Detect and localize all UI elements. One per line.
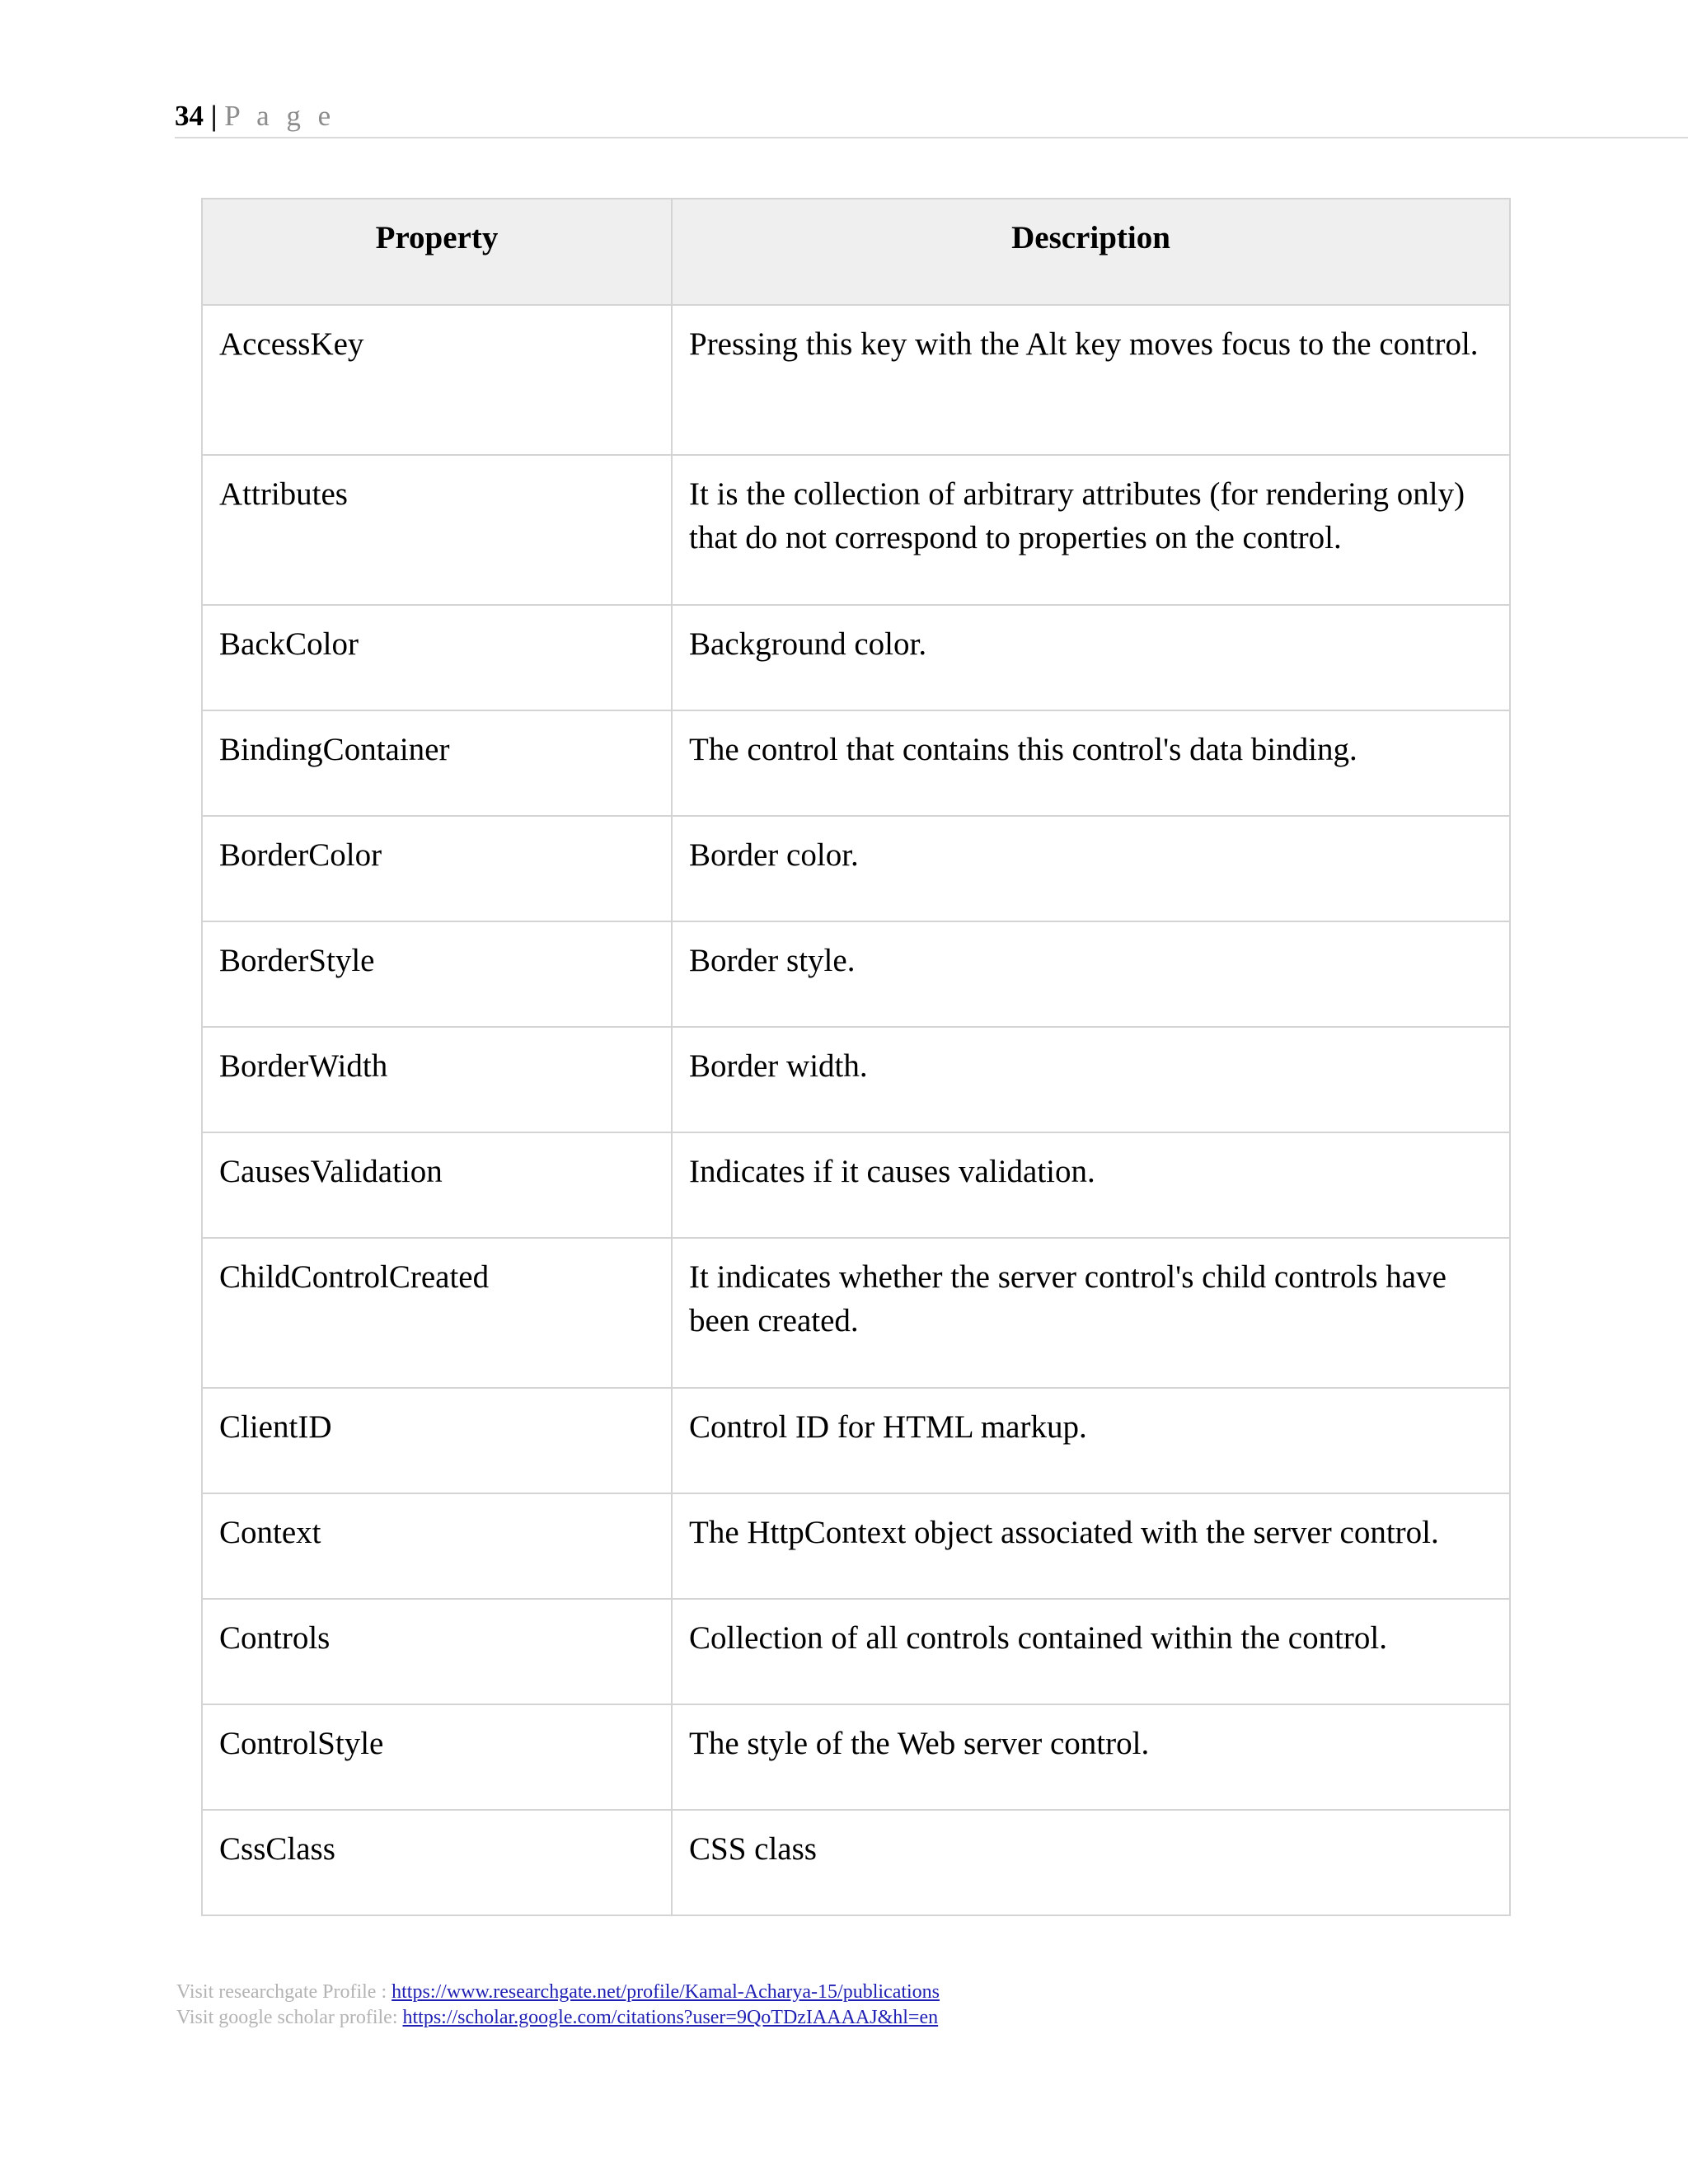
table-row <box>202 305 1510 455</box>
property-cell: BorderWidth <box>202 1027 672 1132</box>
table-row <box>202 1704 1510 1810</box>
table-row <box>202 1810 1510 1915</box>
property-cell: CausesValidation <box>202 1132 672 1238</box>
property-cell: Context <box>202 1493 672 1599</box>
property-cell: BindingContainer <box>202 710 672 816</box>
table-row <box>202 710 1510 816</box>
property-cell: ControlStyle <box>202 1704 672 1810</box>
description-cell: Border style. <box>672 921 1510 1027</box>
researchgate-link[interactable]: https://www.researchgate.net/profile/Kamal-Acharya-15/publications <box>392 1981 940 2003</box>
page-separator: | <box>210 100 218 132</box>
scholar-label: Visit google scholar profile: <box>176 2007 403 2028</box>
description-cell: It indicates whether the server control's child controls have been created. <box>672 1238 1510 1388</box>
table-row <box>202 816 1510 921</box>
description-cell: Collection of all controls contained within the control. <box>672 1599 1510 1704</box>
researchgate-line <box>176 1980 940 2005</box>
description-cell: Indicates if it causes validation. <box>672 1132 1510 1238</box>
property-cell: Controls <box>202 1599 672 1704</box>
description-cell: Background color. <box>672 605 1510 710</box>
description-cell: It is the collection of arbitrary attributes (for rendering only) that do not correspond to properties on the control. <box>672 455 1510 605</box>
researchgate-label: Visit researchgate Profile : <box>176 1981 392 2003</box>
property-cell: BackColor <box>202 605 672 710</box>
scholar-line <box>176 2005 940 2031</box>
description-cell: Control ID for HTML markup. <box>672 1388 1510 1493</box>
page-word: P a g e <box>224 100 336 132</box>
page-header <box>175 97 1688 138</box>
property-cell: BorderStyle <box>202 921 672 1027</box>
table-row <box>202 1238 1510 1388</box>
description-cell: The control that contains this control's data binding. <box>672 710 1510 816</box>
description-cell: The style of the Web server control. <box>672 1704 1510 1810</box>
page-number: 34 <box>175 100 204 132</box>
description-cell: Border width. <box>672 1027 1510 1132</box>
page-footer <box>176 1980 940 2031</box>
properties-table <box>201 198 1511 1916</box>
column-header-description: Description <box>672 199 1510 305</box>
property-cell: Attributes <box>202 455 672 605</box>
property-cell: ChildControlCreated <box>202 1238 672 1388</box>
table-row <box>202 1388 1510 1493</box>
property-cell: AccessKey <box>202 305 672 455</box>
table-row <box>202 1493 1510 1599</box>
description-cell: The HttpContext object associated with the server control. <box>672 1493 1510 1599</box>
property-cell: ClientID <box>202 1388 672 1493</box>
description-cell: CSS class <box>672 1810 1510 1915</box>
table-row <box>202 455 1510 605</box>
property-cell: BorderColor <box>202 816 672 921</box>
description-cell: Pressing this key with the Alt key moves focus to the control. <box>672 305 1510 455</box>
scholar-link[interactable]: https://scholar.google.com/citations?user=9QoTDzIAAAAJ&hl=en <box>402 2007 939 2028</box>
table-row <box>202 1132 1510 1238</box>
table-row <box>202 1599 1510 1704</box>
description-cell: Border color. <box>672 816 1510 921</box>
table-header-row <box>202 199 1510 305</box>
column-header-property: Property <box>202 199 672 305</box>
table-row <box>202 605 1510 710</box>
property-cell: CssClass <box>202 1810 672 1915</box>
table-row <box>202 1027 1510 1132</box>
table-row <box>202 921 1510 1027</box>
